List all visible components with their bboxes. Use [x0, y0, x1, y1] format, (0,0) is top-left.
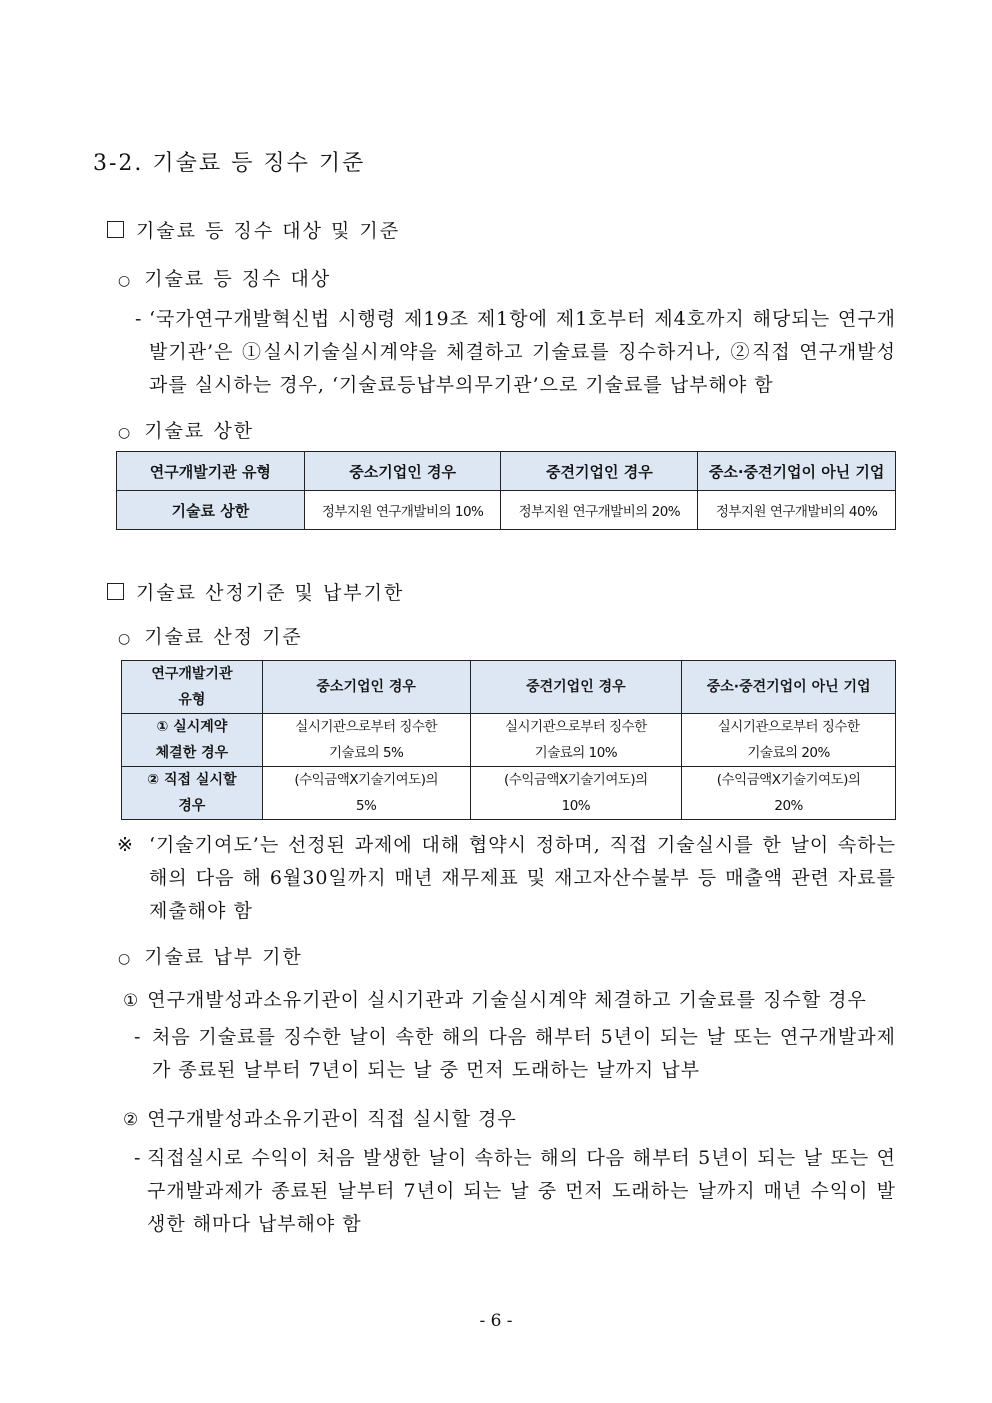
header-line: 연구개발기관: [151, 666, 233, 682]
item-title: 연구개발성과소유기관이 실시기관과 기술실시계약 체결하고 기술료를 징수할 경우: [147, 989, 867, 1011]
deadline-item-1-text: [134, 1021, 896, 1087]
section-heading-1: [107, 216, 400, 243]
subheading-target: [118, 264, 331, 291]
table-row: [117, 491, 896, 530]
subheading-cap: [118, 416, 254, 443]
table-header-cell: 중소기업인 경우: [262, 661, 470, 714]
table-header-cell: 중견기업인 경우: [501, 452, 698, 491]
cell-line: 실시기관으로부터 징수한: [717, 719, 860, 735]
label-line: ② 직접 실시할: [147, 772, 237, 788]
table-header-cell: 연구개발기관 유형: [117, 452, 305, 491]
subheading-criteria: [118, 622, 303, 649]
note-paragraph: [117, 829, 896, 928]
bullet-circle-icon: ○: [118, 273, 133, 289]
note-mark: ※: [117, 834, 134, 856]
label-line: 체결한 경우: [155, 745, 229, 761]
cell-line: 10%: [561, 798, 591, 814]
table-cell: [262, 714, 470, 767]
bullet-circle-icon: ○: [118, 631, 133, 647]
table-header-row: [117, 452, 896, 491]
subheading-text: 기술료 산정 기준: [144, 626, 303, 648]
checkbox-square-icon: [107, 221, 124, 238]
checkbox-square-icon: [107, 583, 124, 600]
table-row-label: [122, 767, 263, 820]
table-header-row: [122, 661, 896, 714]
label-line: ① 실시계약: [156, 719, 228, 735]
section-heading-text: 기술료 등 징수 대상 및 기준: [136, 220, 401, 242]
table-cell: [470, 714, 682, 767]
table-header-cell: 중소·중견기업이 아닌 기업: [698, 452, 896, 491]
table-row-label: [122, 714, 263, 767]
section-heading-2: [107, 578, 404, 605]
cell-line: 기술료의 5%: [328, 745, 404, 761]
deadline-item-1-title: [123, 985, 867, 1012]
page-title: 3-2. 기술료 등 징수 기준: [93, 151, 366, 176]
section-heading-text: 기술료 산정기준 및 납부기한: [136, 582, 405, 604]
paragraph-text: ‘기술기여도’는 선정된 과제에 대해 협약시 정하며, 직접 기술실시를 한 날이 속하는 해의 다음 해 6월30일까지 매년 재무제표 및 재고자산수불부 등 매출액 관련 자료를 제출해야 함: [149, 834, 896, 922]
cell-line: 실시기관으로부터 징수한: [295, 719, 438, 735]
cell-line: (수익금액X기술기여도)의: [504, 772, 648, 788]
subheading-text: 기술료 납부 기한: [144, 946, 303, 968]
cell-line: 5%: [355, 798, 377, 814]
deadline-item-2-title: [123, 1104, 517, 1131]
cell-line: (수익금액X기술기여도)의: [716, 772, 861, 788]
table-cell: [682, 767, 896, 820]
item-number: ②: [123, 1110, 140, 1130]
table-cell: 정부지원 연구개발비의 40%: [698, 491, 896, 530]
dash-marker: -: [135, 308, 143, 330]
bullet-circle-icon: ○: [118, 425, 133, 441]
cell-line: (수익금액X기술기여도)의: [294, 772, 439, 788]
item-number: ①: [123, 991, 140, 1011]
table-header-cell: 중소기업인 경우: [304, 452, 501, 491]
cap-table: [116, 451, 896, 530]
item-title: 연구개발성과소유기관이 직접 실시할 경우: [147, 1108, 517, 1130]
subheading-text: 기술료 등 징수 대상: [144, 268, 332, 290]
cell-line: 실시기관으로부터 징수한: [505, 719, 647, 735]
cell-line: 20%: [774, 798, 803, 814]
table-cell: 정부지원 연구개발비의 20%: [501, 491, 698, 530]
label-line: 경우: [178, 798, 206, 814]
criteria-table: [121, 660, 896, 820]
deadline-item-2-text: [134, 1142, 896, 1241]
dash-marker: -: [134, 1026, 142, 1048]
table-header-cell: 중견기업인 경우: [470, 661, 682, 714]
subheading-deadline: [118, 942, 303, 969]
table-cell: 정부지원 연구개발비의 10%: [304, 491, 501, 530]
subheading-text: 기술료 상한: [144, 420, 255, 442]
bullet-circle-icon: ○: [118, 951, 133, 967]
paragraph-text: ‘국가연구개발혁신법 시행령 제19조 제1항에 제1호부터 제4호까지 해당되는 연구개발기관’은 ①실시기술실시계약을 체결하고 기술료를 징수하거나, ②직접 연구개발성과를 실시하는 경우, ‘기술료등납부의무기관’으로 기술료를 납부해야 함: [149, 308, 896, 396]
table-row: [122, 714, 896, 767]
table-header-cell: 중소·중견기업이 아닌 기업: [682, 661, 896, 714]
table-header-cell: [122, 661, 263, 714]
paragraph-text: 직접실시로 수익이 처음 발생한 날이 속하는 해의 다음 해부터 5년이 되는 날 또는 연구개발과제가 종료된 날부터 7년이 되는 날 중 먼저 도래하는 날까지 매년 수익이 발생한 해마다 납부해야 함: [147, 1147, 896, 1235]
target-paragraph: [135, 303, 896, 402]
header-line: 유형: [178, 692, 206, 708]
paragraph-text: 처음 기술료를 징수한 날이 속한 해의 다음 해부터 5년이 되는 날 또는 연구개발과제가 종료된 날부터 7년이 되는 날 중 먼저 도래하는 날까지 납부: [152, 1026, 896, 1081]
cell-line: 기술료의 20%: [747, 745, 830, 761]
table-row: [122, 767, 896, 820]
table-cell: [262, 767, 470, 820]
cell-line: 기술료의 10%: [534, 745, 618, 761]
page-number: - 6 -: [479, 1311, 513, 1331]
table-row-label: 기술료 상한: [117, 491, 305, 530]
dash-marker: -: [134, 1147, 142, 1169]
table-cell: [682, 714, 896, 767]
table-cell: [470, 767, 682, 820]
